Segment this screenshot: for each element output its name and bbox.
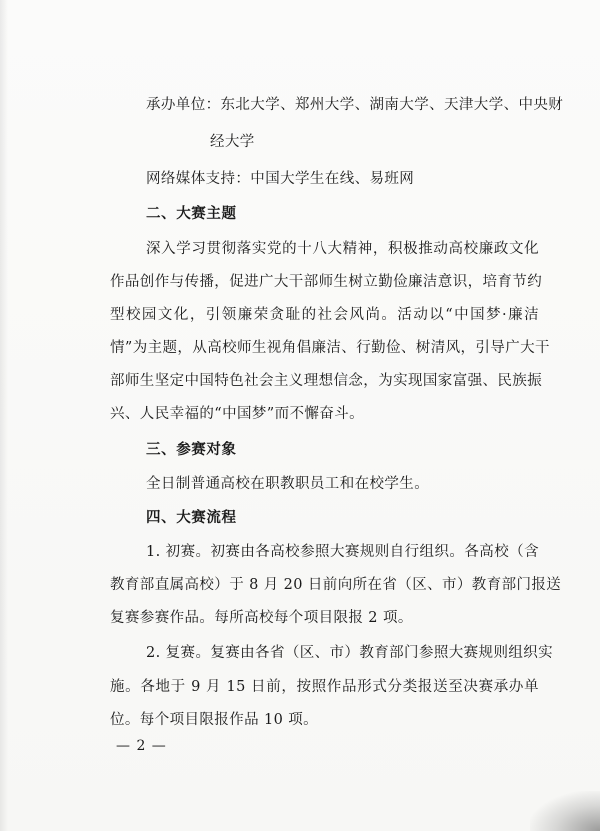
process-item-semifinal: 施。各地于 9 月 15 日前，按照作品形式分类报送至决赛承办单 bbox=[110, 679, 539, 695]
theme-paragraph-line: 部师生坚定中国特色社会主义理想信念，为实现国家富强、民族振 bbox=[110, 373, 543, 389]
scan-shadow-corner bbox=[530, 791, 600, 831]
scan-shadow-left bbox=[0, 0, 8, 831]
process-item-preliminary: 教育部直属高校）于 8 月 20 日前向所在省（区、市）教育部门报送 bbox=[110, 577, 562, 593]
process-item-semifinal: 位。每个项目限报作品 10 项。 bbox=[110, 712, 319, 728]
media-support-line: 网络媒体支持：中国大学生在线、易班网 bbox=[146, 171, 415, 187]
section-heading-participants: 三、参赛对象 bbox=[146, 442, 237, 458]
participants-text: 全日制普通高校在职教职员工和在校学生。 bbox=[146, 476, 430, 492]
theme-paragraph-line: 型校园文化，引领廉荣贪耻的社会风尚。活动以“中国梦·廉洁 bbox=[110, 307, 539, 323]
theme-paragraph-line: 兴、人民幸福的“中国梦”而不懈奋斗。 bbox=[110, 406, 365, 422]
section-heading-theme: 二、大赛主题 bbox=[146, 206, 237, 222]
page-number: — 2 — bbox=[116, 738, 167, 754]
theme-paragraph-line: 深入学习贯彻落实党的十八大精神，积极推动高校廉政文化 bbox=[146, 241, 539, 257]
process-item-preliminary: 复赛参赛作品。每所高校每个项目限报 2 项。 bbox=[110, 610, 413, 626]
organizer-line-2: 经大学 bbox=[210, 134, 255, 150]
theme-paragraph-line: 作品创作与传播，促进广大干部师生树立勤俭廉洁意识，培育节约 bbox=[110, 274, 543, 290]
process-item-semifinal: 2. 复赛。复赛由各省（区、市）教育部门参照大赛规则组织实 bbox=[146, 645, 554, 661]
section-heading-process: 四、大赛流程 bbox=[146, 510, 237, 526]
theme-paragraph-line: 情”为主题，从高校师生视角倡廉洁、行勤俭、树清风，引导广大干 bbox=[110, 340, 550, 356]
organizer-line-1: 承办单位：东北大学、郑州大学、湖南大学、天津大学、中央财 bbox=[146, 97, 564, 113]
process-item-preliminary: 1. 初赛。初赛由各高校参照大赛规则自行组织。各高校（含 bbox=[146, 544, 539, 560]
